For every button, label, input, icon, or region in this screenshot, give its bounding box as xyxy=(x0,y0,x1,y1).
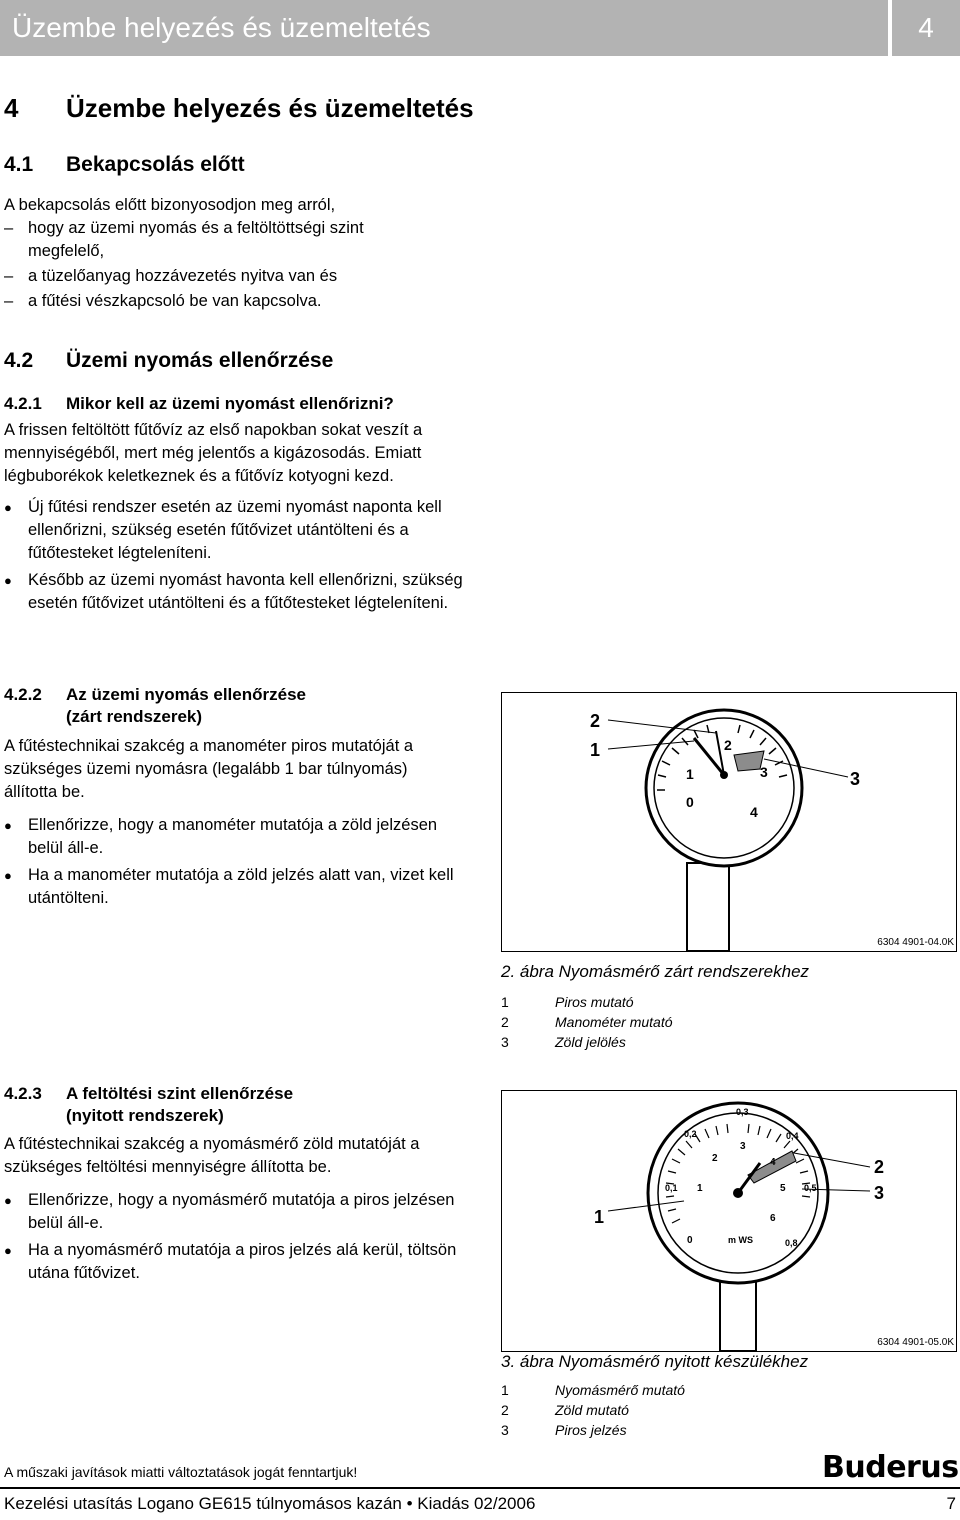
header-title: Üzembe helyezés és üzemeltetés xyxy=(12,12,431,43)
dial-label: 0 xyxy=(686,794,694,810)
list-item: ● Új fűtési rendszer esetén az üzemi nyomást naponta kell ellenőrizni, szükség esetén fűtővizet utántölteni és a fűtőtesteket légteleníteni. xyxy=(4,496,464,565)
list-item: – a fűtési vészkapcsoló be van kapcsolva. xyxy=(4,290,424,313)
figure-2-callout: 1 xyxy=(590,740,601,760)
legend-item: 3 Piros jelzés xyxy=(501,1422,627,1438)
figure-2-caption: 2. ábra Nyomásmérő zárt rendszerekhez xyxy=(501,962,810,981)
legend-item: 3 Zöld jelölés xyxy=(501,1034,626,1050)
dial-unit-label: m WS xyxy=(728,1235,754,1245)
legend-item: 1 Piros mutató xyxy=(501,994,634,1010)
footer-document-title: Kezelési utasítás Logano GE615 túlnyomásos kazán • Kiadás 02/2006 xyxy=(4,1494,536,1513)
figure-2-legend xyxy=(501,992,673,1052)
open-system-gauge-illustration xyxy=(502,1091,956,1351)
legend-item: 2 Zöld mutató xyxy=(501,1402,629,1418)
section-4-2-1-body xyxy=(4,419,464,615)
figure-3-caption: 3. ábra Nyomásmérő nyitott készülékhez xyxy=(501,1352,809,1371)
figure-3-callout: 2 xyxy=(874,1157,885,1177)
section-4-2-heading: 4.2 Üzemi nyomás ellenőrzése xyxy=(4,349,334,372)
list-item: ● Ellenőrizze, hogy a manométer mutatója a zöld jelzésen belül áll-e. xyxy=(4,814,464,860)
figure-3-box xyxy=(501,1090,957,1352)
list-item: ● Ha a manométer mutatója a zöld jelzés alatt van, vizet kell utántölteni. xyxy=(4,864,464,910)
legend-item: 2 Manométer mutató xyxy=(501,1014,673,1030)
section-4-1-heading: 4.1 Bekapcsolás előtt xyxy=(4,153,245,176)
section-4-2-3-paragraph: A fűtéstechnikai szakcég a nyomásmérő zöld mutatóját a szükséges feltöltési mennyiségre állította be. xyxy=(4,1135,420,1176)
page-number: 7 xyxy=(946,1494,956,1513)
list-item: ● Ha a nyomásmérő mutatója a piros jelzés alá kerül, töltsön utána fűtővizet. xyxy=(4,1239,464,1285)
section-4-2-2-body xyxy=(4,735,464,910)
dial-inner-label: 4 xyxy=(770,1157,776,1168)
dial-outer-label: 0,3 xyxy=(736,1107,749,1117)
footer-divider xyxy=(0,1487,960,1489)
list-item: ● Később az üzemi nyomást havonta kell ellenőrizni, szükség esetén fűtővizet utántölteni és a fűtőtesteket légteleníteni. xyxy=(4,569,464,615)
dial-outer-label: 0,5 xyxy=(804,1183,817,1193)
legend-item: 1 Nyomásmérő mutató xyxy=(501,1382,685,1398)
figure-3-callout: 3 xyxy=(874,1183,885,1203)
dial-outer-label: 0,2 xyxy=(684,1129,697,1139)
dial-label: 4 xyxy=(750,804,758,820)
section-4-heading: 4 Üzembe helyezés és üzemeltetés xyxy=(4,93,474,123)
figure-3-callout: 1 xyxy=(594,1207,605,1227)
dial-inner-label: 0 xyxy=(687,1235,693,1246)
dial-outer-label: 0,4 xyxy=(786,1131,799,1141)
header-chapter-box xyxy=(892,0,960,56)
header-chapter-number: 4 xyxy=(918,12,934,43)
list-item: – a tüzelőanyag hozzávezetés nyitva van és xyxy=(4,265,424,288)
dial-label: 2 xyxy=(724,737,732,753)
figure-2-code: 6304 4901-04.0K xyxy=(877,937,954,948)
dial-outer-label: 0,8 xyxy=(785,1238,798,1248)
buderus-logo: Buderus xyxy=(822,1450,959,1485)
figure-3-code: 6304 4901-05.0K xyxy=(877,1337,954,1348)
section-4-2-2-paragraph: A fűtéstechnikai szakcég a manométer piros mutatóját a szükséges üzemi nyomásra (legalább 1 bar túlnyomás) állította be. xyxy=(4,737,414,801)
dial-inner-label: 2 xyxy=(712,1153,718,1164)
section-4-1-intro: A bekapcsolás előtt bizonyosodjon meg arról, xyxy=(4,196,336,214)
section-4-2-2-heading: 4.2.2 Az üzemi nyomás ellenőrzése (zárt rendszerek) xyxy=(4,685,306,726)
section-4-1-body xyxy=(4,194,424,313)
dial-label: 1 xyxy=(686,766,694,782)
footer-note: A műszaki javítások miatti változtatások jogát fenntartjuk! xyxy=(4,1464,358,1480)
dial-inner-label: 1 xyxy=(697,1183,703,1194)
dial-inner-label: 6 xyxy=(770,1213,776,1224)
list-item: – hogy az üzemi nyomás és a feltöltöttségi szint megfelelő, xyxy=(4,217,424,263)
section-4-2-3-heading: 4.2.3 A feltöltési szint ellenőrzése (nyitott rendszerek) xyxy=(4,1084,294,1125)
figure-2-box xyxy=(501,692,957,952)
figure-2-callout: 3 xyxy=(850,769,861,789)
dial-outer-label: 0,1 xyxy=(665,1183,678,1193)
section-4-2-1-paragraph: A frissen feltöltött fűtővíz az első napokban sokat veszít a mennyiségéből, mert még jelentős a kigázosodás. Emiatt légbuborékok keletkeznek és a fűtővíz kotyogni kezd. xyxy=(4,421,423,485)
section-4-2-1-heading: 4.2.1 Mikor kell az üzemi nyomást ellenőrizni? xyxy=(4,394,394,413)
dial-inner-label: 3 xyxy=(740,1141,746,1152)
figure-3-legend xyxy=(501,1380,685,1440)
list-item: ● Ellenőrizze, hogy a nyomásmérő mutatója a piros jelzésen belül áll-e. xyxy=(4,1189,464,1235)
closed-system-gauge-illustration xyxy=(502,693,956,951)
dial-label: 3 xyxy=(760,764,768,780)
dial-inner-label: 5 xyxy=(780,1183,786,1194)
figure-2-callout: 2 xyxy=(590,711,601,731)
section-4-2-3-body xyxy=(4,1133,464,1285)
